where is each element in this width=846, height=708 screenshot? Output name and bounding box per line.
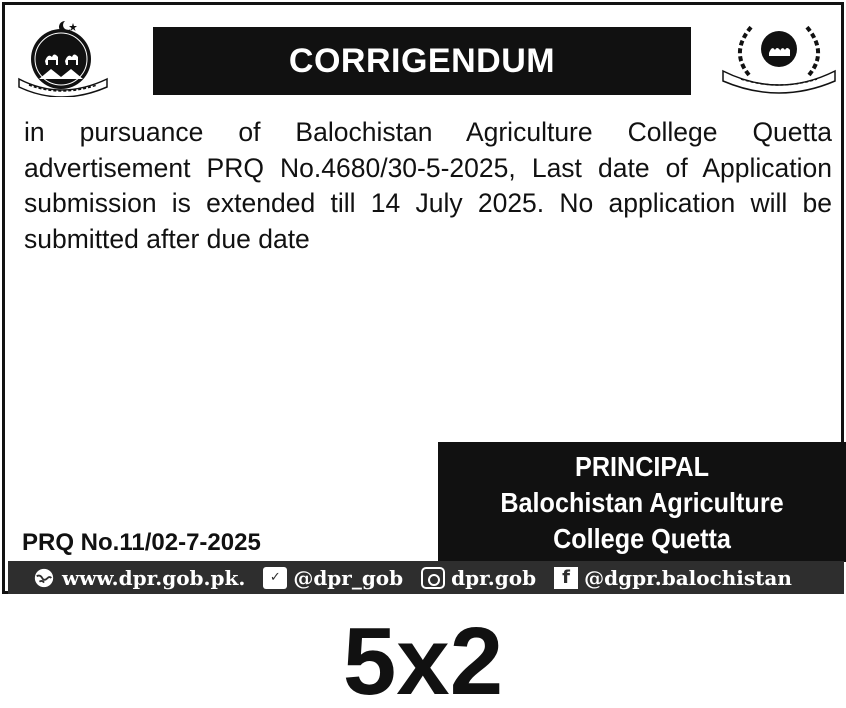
twitter-handle: @dpr_gob [293,565,404,590]
signature-block [438,442,846,562]
signature-institution-line1: Balochistan Agriculture [500,487,784,518]
facebook-icon: f [554,567,578,589]
facebook-handle: @dgpr.balochistan [584,565,792,590]
globe-icon [32,567,56,589]
dgpr-emblem-icon [719,17,839,97]
notice-body: in pursuance of Balochistan Agriculture College Quetta advertisement PRQ No.4680/30-5-2025, Last date of Application submission is extended till 14 July 2025. No application will be submitted after due date [24,117,832,254]
social-footer [8,561,844,594]
twitter-icon: ✓ [263,567,287,589]
balochistan-emblem-icon [15,17,111,97]
footer-facebook[interactable] [554,566,792,590]
signature-title: PRINCIPAL [575,451,709,482]
footer-website[interactable] [32,566,245,590]
signature-institution-line2: College Quetta [553,523,731,554]
notice-title: CORRIGENDUM [153,27,691,95]
footer-twitter[interactable] [263,566,403,590]
ad-size-label: 5x2 [342,608,504,708]
prq-number: PRQ No.11/02-7-2025 [22,529,261,556]
instagram-handle: dpr.gob [451,565,537,590]
website-text: www.dpr.gob.pk. [62,565,246,590]
instagram-icon [421,567,445,589]
footer-instagram[interactable] [421,566,536,590]
advertisement-frame [2,2,844,594]
